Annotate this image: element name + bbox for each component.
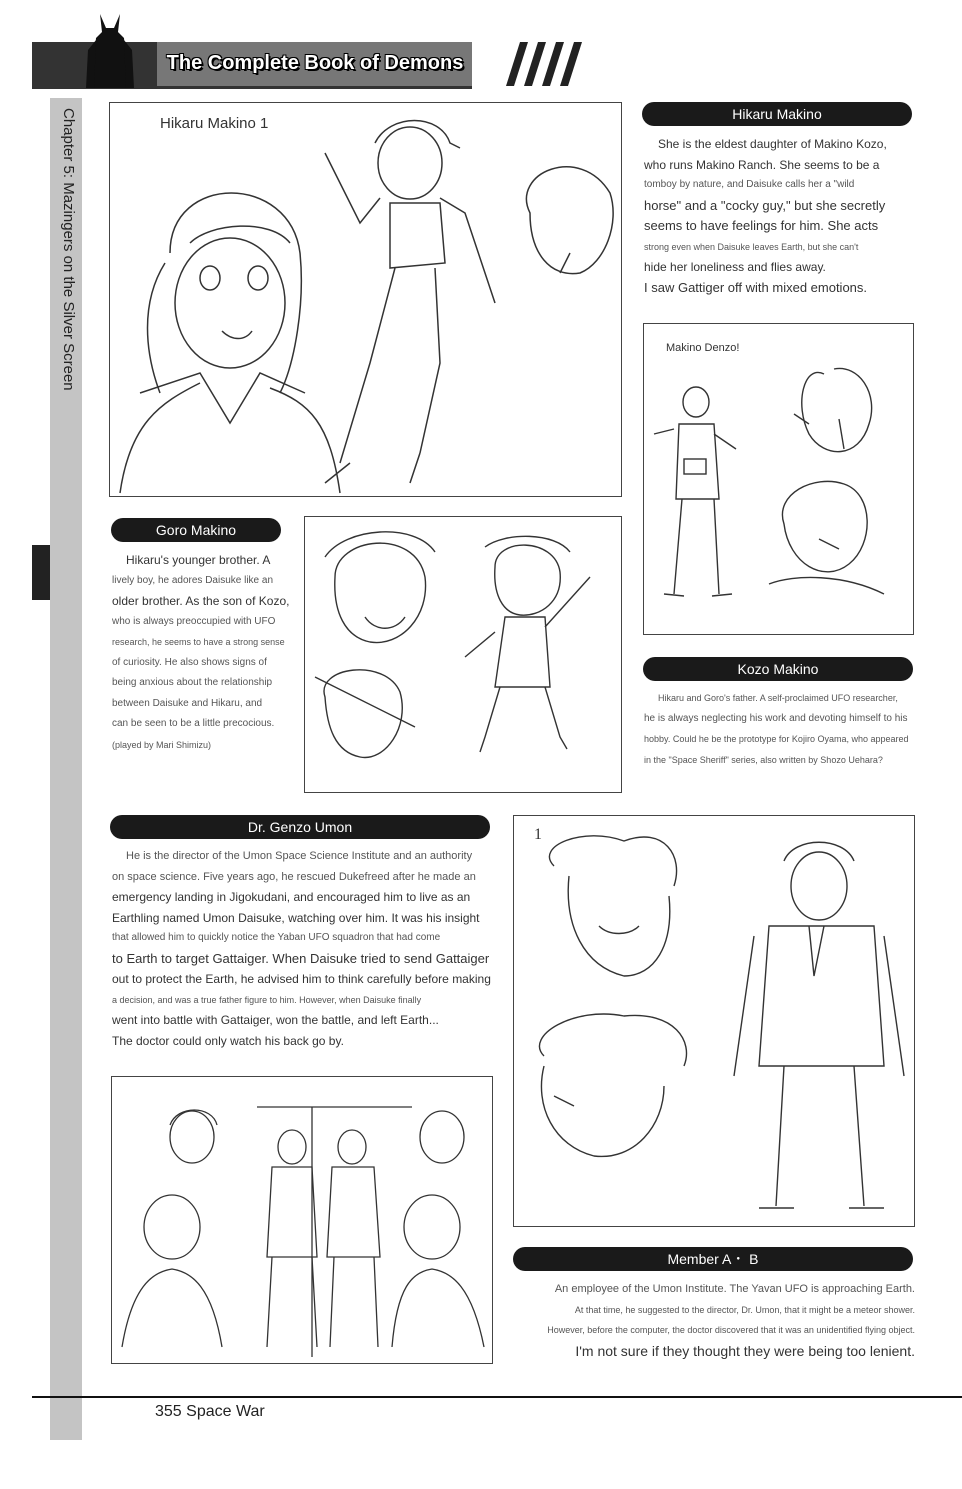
- page-footer: 355 Space War: [155, 1403, 265, 1420]
- umon-line: that allowed him to quickly notice the Yaban UFO squadron that had come: [112, 932, 441, 943]
- kozo-line: in the "Space Sheriff" series, also written by Shozo Uehara?: [644, 754, 883, 765]
- hikaru-line: hide her loneliness and flies away.: [644, 260, 826, 274]
- kozo-description: [644, 688, 914, 770]
- umon-model-sheet: [513, 815, 915, 1227]
- hikaru-line: strong even when Daisuke leaves Earth, but she can't: [644, 241, 859, 252]
- book-title: The Complete Book of Demons: [166, 52, 464, 74]
- umon-description: [112, 846, 497, 1051]
- hikaru-line: She is the eldest daughter of Makino Kozo,: [658, 137, 887, 151]
- chapter-label: Chapter 5: Mazingers on the Silver Screen: [60, 108, 77, 391]
- member-title: Member A・ B: [667, 1251, 759, 1267]
- umon-line: He is the director of the Umon Space Science Institute and an authority: [126, 850, 473, 862]
- umon-sketch-illustration: [514, 816, 914, 1226]
- member-model-sheet: [111, 1076, 493, 1364]
- header-stripes: [490, 42, 585, 86]
- goro-description: [112, 550, 297, 755]
- kozo-line: Hikaru and Goro's father. A self-proclaimed UFO researcher,: [658, 693, 898, 703]
- hikaru-line: horse" and a "cocky guy," but she secretly: [644, 197, 886, 213]
- goro-line: can be seen to be a little precocious.: [112, 718, 275, 729]
- demon-silhouette-icon: [80, 10, 140, 90]
- kozo-sketch-illustration: [644, 324, 913, 634]
- kozo-line: he is always neglecting his work and devoting himself to his: [644, 712, 908, 724]
- goro-title: Goro Makino: [155, 522, 237, 538]
- kozo-title: Kozo Makino: [737, 661, 819, 677]
- goro-line: (played by Mari Shimizu): [112, 739, 212, 750]
- goro-line: of curiosity. He also shows signs of: [112, 656, 267, 668]
- hikaru-sheet-label: Hikaru Makino 1: [160, 115, 269, 132]
- member-line: I'm not sure if they thought they were being too lenient.: [575, 1342, 915, 1359]
- goro-model-sheet: [304, 516, 622, 793]
- chapter-label-wrap: [50, 98, 82, 428]
- goro-line: lively boy, he adores Daisuke like an: [112, 574, 274, 586]
- member-line: An employee of the Umon Institute. The Yavan UFO is approaching Earth.: [554, 1283, 915, 1295]
- umon-line: out to protect the Earth, he advised him to think carefully before making: [112, 972, 491, 986]
- kozo-model-sheet: [643, 323, 914, 635]
- goro-line: research, he seems to have a strong sense: [112, 637, 285, 647]
- hikaru-line: who runs Makino Ranch. She seems to be a: [644, 157, 880, 172]
- kozo-title-bar: [643, 657, 913, 681]
- hikaru-line: tomboy by nature, and Daisuke calls her a "wild: [644, 179, 855, 190]
- hikaru-description: [644, 134, 914, 298]
- umon-line: a decision, and was a true father figure to him. However, when Daisuke finally: [112, 994, 422, 1005]
- hikaru-sketch-illustration: [110, 103, 621, 496]
- goro-line: who is always preoccupied with UFO: [112, 615, 276, 627]
- member-sketch-illustration: [112, 1077, 492, 1363]
- umon-sheet-label: 1: [534, 826, 542, 843]
- member-line: However, before the computer, the doctor discovered that it was an unidentified flying object.: [547, 1325, 915, 1335]
- umon-title: Dr. Genzo Umon: [247, 819, 353, 835]
- goro-line: being anxious about the relationship: [112, 677, 273, 688]
- hikaru-line: seems to have feelings for him. She acts: [644, 218, 879, 233]
- goro-line: between Daisuke and Hikaru, and: [112, 697, 263, 709]
- hikaru-title-bar: [642, 102, 912, 126]
- umon-line: The doctor could only watch his back go by.: [112, 1033, 344, 1048]
- goro-title-bar: [111, 518, 281, 542]
- umon-line: went into battle with Gattaiger, won the battle, and left Earth...: [112, 1013, 439, 1027]
- umon-line: emergency landing in Jigokudani, and encouraged him to live as an: [112, 890, 471, 904]
- member-description: [530, 1279, 915, 1361]
- member-title-bar: [513, 1247, 913, 1271]
- umon-line: Earthling named Umon Daisuke, watching over him. It was his insight: [112, 910, 480, 925]
- side-tab-marker: [32, 545, 50, 600]
- umon-title-bar: [110, 815, 490, 839]
- hikaru-model-sheet: [109, 102, 622, 497]
- goro-line: older brother. As the son of Kozo,: [112, 594, 290, 608]
- hikaru-line: I saw Gattiger off with mixed emotions.: [644, 279, 868, 295]
- umon-line: to Earth to target Gattaiger. When Daisuke tried to send Gattaiger: [112, 950, 490, 966]
- goro-sketch-illustration: [305, 517, 621, 792]
- footer-rule: [32, 1396, 962, 1398]
- member-line: At that time, he suggested to the director, Dr. Umon, that it might be a meteor shower.: [574, 1304, 915, 1315]
- hikaru-title: Hikaru Makino: [732, 106, 822, 122]
- makino-denzo-label: Makino Denzo!: [666, 342, 740, 354]
- kozo-line: hobby. Could he be the prototype for Kojiro Oyama, who appeared: [644, 734, 909, 744]
- umon-line: on space science. Five years ago, he rescued Dukefreed after he made an: [112, 870, 476, 883]
- goro-line: Hikaru's younger brother. A: [126, 553, 271, 567]
